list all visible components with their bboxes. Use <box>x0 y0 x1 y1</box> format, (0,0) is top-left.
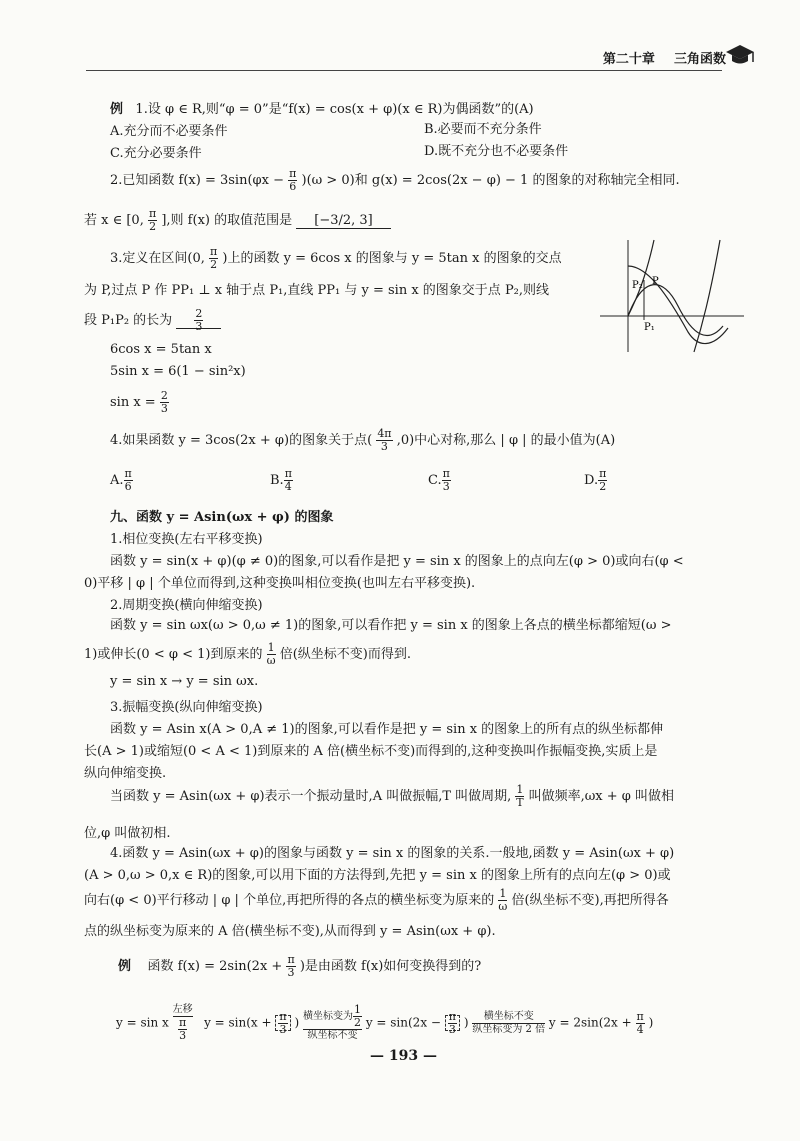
example-label: 例 <box>110 102 124 117</box>
header-rule <box>86 70 722 71</box>
q4-stem: 4.如果函数 y = 3cos(2x + φ)的图象关于点( $\frac{4\pi}{3}$ ,0)中心对称,那么 | φ | 的最小值为(A) <box>110 427 616 453</box>
q3-answer: $\frac{2}{3}$ <box>176 313 221 329</box>
section-label: 三角函数 <box>673 52 726 67</box>
q1-option-a: A.充分而不必要条件 <box>110 124 228 139</box>
q4-option-a: A. $\frac{\pi}{6}$ <box>110 467 132 493</box>
q4-option-c: C. $\frac{\pi}{3}$ <box>428 467 450 493</box>
s4-line2: (A > 0,ω > 0,x ∈ R)的图象,可以用下面的方法得到,先把 y = sin x 的图象上所有的点向左(φ > 0)或 <box>84 868 671 883</box>
transform-chain: y = sin x 左移 $\frac{\pi}{3}$ y = sin(x + $\frac{\pi}{3}$ ) 横坐标变为 $\frac{1}{2}$ 纵坐标不变 y = sin(2x − $\frac{\pi}{3}$ ) 横坐标不变 纵坐标变为 2 倍 y = 2sin(2x + $\frac{\pi}{4}$ ) <box>116 1003 654 1042</box>
q4-option-d: D. $\frac{\pi}{2}$ <box>584 467 607 493</box>
arrow-3: 横坐标不变 纵坐标变为 2 倍 <box>472 1010 546 1035</box>
arrow-1: 左移 $\frac{\pi}{3}$ <box>172 1004 193 1042</box>
s1-line2: 0)平移 | φ | 个单位而得到,这种变换叫相位变换(也叫左右平移变换). <box>84 576 476 591</box>
s1-title: 1.相位变换(左右平移变换) <box>110 532 263 547</box>
label-p1: P₁ <box>644 322 655 333</box>
q1-option-c: C.充分必要条件 <box>110 146 202 161</box>
q3-work1: 6cos x = 5tan x <box>110 342 212 357</box>
fraction: $\frac{\pi}{6}$ <box>289 167 297 193</box>
s1-line1: 函数 y = sin(x + φ)(φ ≠ 0)的图象,可以看作是把 y = sin x 的图象上的点向左(φ > 0)或向右(φ < <box>110 554 684 569</box>
label-p2: P₂ <box>632 280 643 291</box>
q3-line3: 段 P₁P₂ 的长为 $\frac{2}{3}$ <box>84 308 221 333</box>
fraction: $\frac{\pi}{2}$ <box>210 245 218 271</box>
label-p: P <box>652 276 659 287</box>
s3-line3: 纵向伸缩变换. <box>84 766 167 781</box>
q4-option-b: B. $\frac{\pi}{4}$ <box>270 467 292 493</box>
q3-graph <box>598 236 746 356</box>
q3-work3: sin x = $\frac{2}{3}$ <box>110 389 168 415</box>
q2-line2: 若 x ∈ [0, $\frac{\pi}{2}$ ],则 f(x) 的取值范围是 [−3/2, 3] <box>84 208 391 233</box>
s2-title: 2.周期变换(横向伸缩变换) <box>110 598 263 613</box>
s4-line1: 4.函数 y = Asin(ωx + φ)的图象与函数 y = sin x 的图象的关系.一般地,函数 y = Asin(ωx + φ) <box>110 846 675 861</box>
s2-line3: y = sin x → y = sin ωx. <box>110 674 259 689</box>
chapter-label: 第二十章 <box>602 52 655 67</box>
s3-line1: 函数 y = Asin x(A > 0,A ≠ 1)的图象,可以看作是把 y = sin x 的图象上的所有点的纵坐标都伸 <box>110 722 664 737</box>
s3-line4: 当函数 y = Asin(ωx + φ)表示一个振动量时,A 叫做振幅,T 叫做周期, $\frac{1}{T}$ 叫做频率,ωx + φ 叫做相 <box>110 783 675 809</box>
section-title: 九、函数 y = Asin(ωx + φ) 的图象 <box>110 510 334 525</box>
q3-line1: 3.定义在区间(0, $\frac{\pi}{2}$ )上的函数 y = 6cos x 的图象与 y = 5tan x 的图象的交点 <box>110 245 562 271</box>
s4-line3: 向右(φ < 0)平行移动 | φ | 个单位,再把所得的各点的横坐标变为原来的 $\frac{1}{\omega}$ 倍(纵坐标不变),再把所得各 <box>84 887 669 913</box>
q2-line1: 2.已知函数 f(x) = 3sin(φx − $\frac{\pi}{6}$ )(ω > 0)和 g(x) = 2cos(2x − φ) − 1 的图象的对称轴完全相同. <box>110 167 680 193</box>
s3-line5: 位,φ 叫做初相. <box>84 826 171 841</box>
tan-curve <box>628 240 654 316</box>
s2-line2: 1)或伸长(0 < φ < 1)到原来的 $\frac{1}{\omega}$ 倍(纵坐标不变)而得到. <box>84 641 412 667</box>
q1-stem: 例 1.设 φ ∈ R,则“φ = 0”是“f(x) = cos(x + φ)(x ∈ R)为偶函数”的(A) <box>110 102 534 117</box>
s2-line1: 函数 y = sin ωx(ω > 0,ω ≠ 1)的图象,可以看作把 y = sin x 的图象上各点的横坐标都缩短(ω > <box>110 618 672 633</box>
fraction: $\frac{\pi}{2}$ <box>148 207 157 233</box>
s3-title: 3.振幅变换(纵向伸缩变换) <box>110 700 263 715</box>
example-line: 例 函数 f(x) = 2sin(2x + $\frac{\pi}{3}$ )是由函数 f(x)如何变换得到的? <box>118 953 482 979</box>
q2-answer: [−3/2, 3] <box>296 213 391 229</box>
page-number: — 193 — <box>370 1048 437 1064</box>
q1-option-b: B.必要而不充分条件 <box>424 122 542 137</box>
s3-line2: 长(A > 1)或缩短(0 < A < 1)到原来的 A 倍(横坐标不变)而得到的,这种变换叫作振幅变换,实质上是 <box>84 744 658 759</box>
q3-line2: 为 P,过点 P 作 PP₁ ⊥ x 轴于点 P₁,直线 PP₁ 与 y = sin x 的图象交于点 P₂,则线 <box>84 283 550 298</box>
q1-option-d: D.既不充分也不必要条件 <box>424 144 569 159</box>
running-header <box>603 48 726 67</box>
graduation-cap-icon <box>724 40 756 68</box>
s4-line4: 点的纵坐标变为原来的 A 倍(横坐标不变),从而得到 y = Asin(ωx + φ). <box>84 924 496 939</box>
q3-work2: 5sin x = 6(1 − sin²x) <box>110 364 246 379</box>
arrow-2: 横坐标变为 $\frac{1}{2}$ 纵坐标不变 <box>302 1003 361 1041</box>
